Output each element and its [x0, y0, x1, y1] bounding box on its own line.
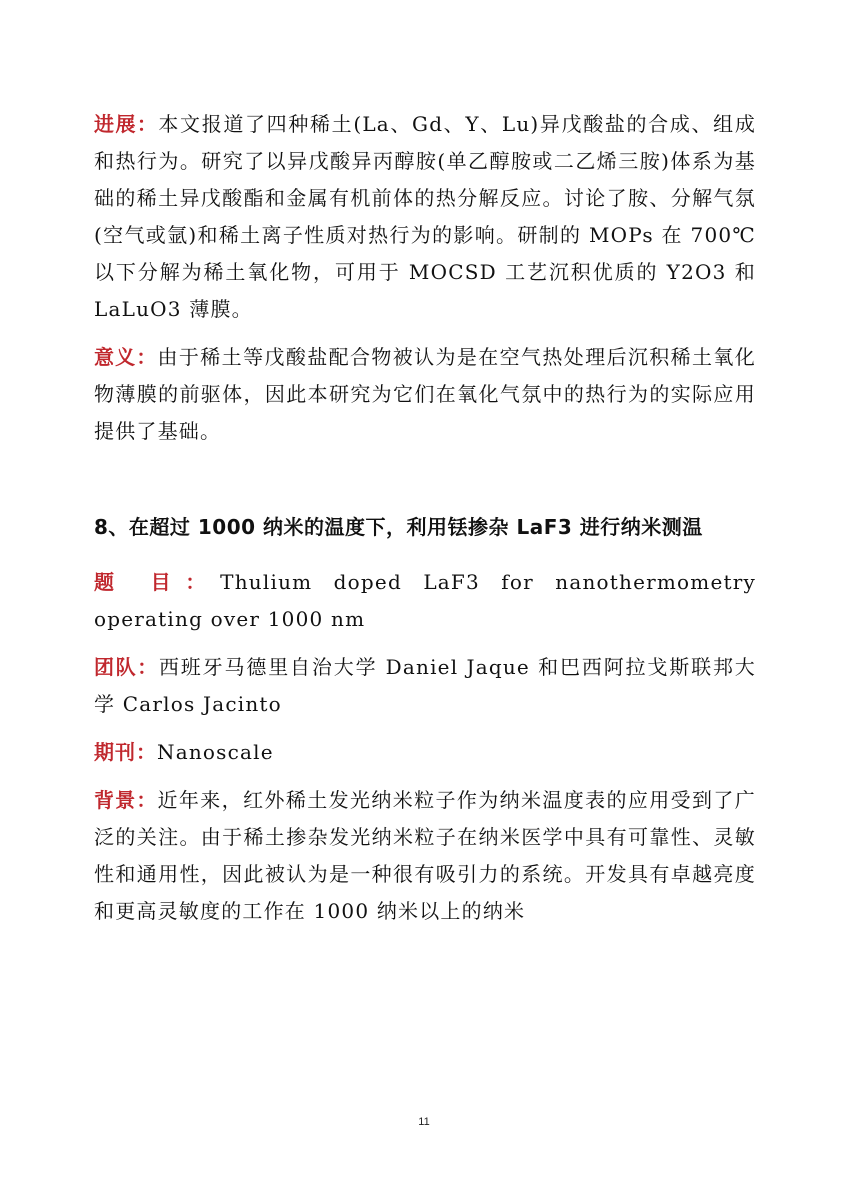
- section-heading: 8、在超过 1000 纳米的温度下，利用铥掺杂 LaF3 进行纳米测温: [94, 515, 703, 539]
- significance-text: 由于稀土等戊酸盐配合物被认为是在空气热处理后沉积稀土氧化物薄膜的前驱体，因此本研究为它们在氧化气氛中的热行为的实际应用提供了基础。: [94, 345, 756, 443]
- progress-paragraph: [94, 106, 756, 328]
- background-label: 背景：: [94, 788, 158, 812]
- background-paragraph: [94, 782, 756, 930]
- title-label: 题 目：: [94, 570, 221, 594]
- significance-label: 意义：: [94, 345, 158, 369]
- title-text: Thulium doped LaF3 for nanothermometry operating over 1000 nm: [94, 570, 756, 631]
- significance-paragraph: [94, 339, 756, 450]
- background-text: 近年来，红外稀土发光纳米粒子作为纳米温度表的应用受到了广泛的关注。由于稀土掺杂发光纳米粒子在纳米医学中具有可靠性、灵敏性和通用性，因此被认为是一种很有吸引力的系统。开发具有卓越亮度和更高灵敏度的工作在 1000 纳米以上的纳米: [94, 788, 756, 923]
- page-number: 11: [418, 1116, 430, 1128]
- team-label: 团队：: [94, 655, 159, 679]
- journal-label: 期刊：: [94, 740, 157, 764]
- progress-label: 进展：: [94, 112, 159, 136]
- title-paragraph: [94, 564, 756, 638]
- team-paragraph: [94, 649, 756, 723]
- journal-paragraph: [94, 734, 756, 771]
- progress-text: 本文报道了四种稀土(La、Gd、Y、Lu)异戊酸盐的合成、组成和热行为。研究了以异戊酸异丙醇胺(单乙醇胺或二乙烯三胺)体系为基础的稀土异戊酸酯和金属有机前体的热分解反应。讨论了胺、分解气氛(空气或氩)和稀土离子性质对热行为的影响。研制的 MOPs 在 700℃以下分解为稀土氧化物，可用于 MOCSD 工艺沉积优质的 Y2O3 和 LaLuO3 薄膜。: [94, 112, 757, 321]
- document-page: [94, 106, 756, 930]
- journal-text: Nanoscale: [157, 740, 274, 764]
- team-text: 西班牙马德里自治大学 Daniel Jaque 和巴西阿拉戈斯联邦大学 Carlos Jacinto: [94, 655, 756, 716]
